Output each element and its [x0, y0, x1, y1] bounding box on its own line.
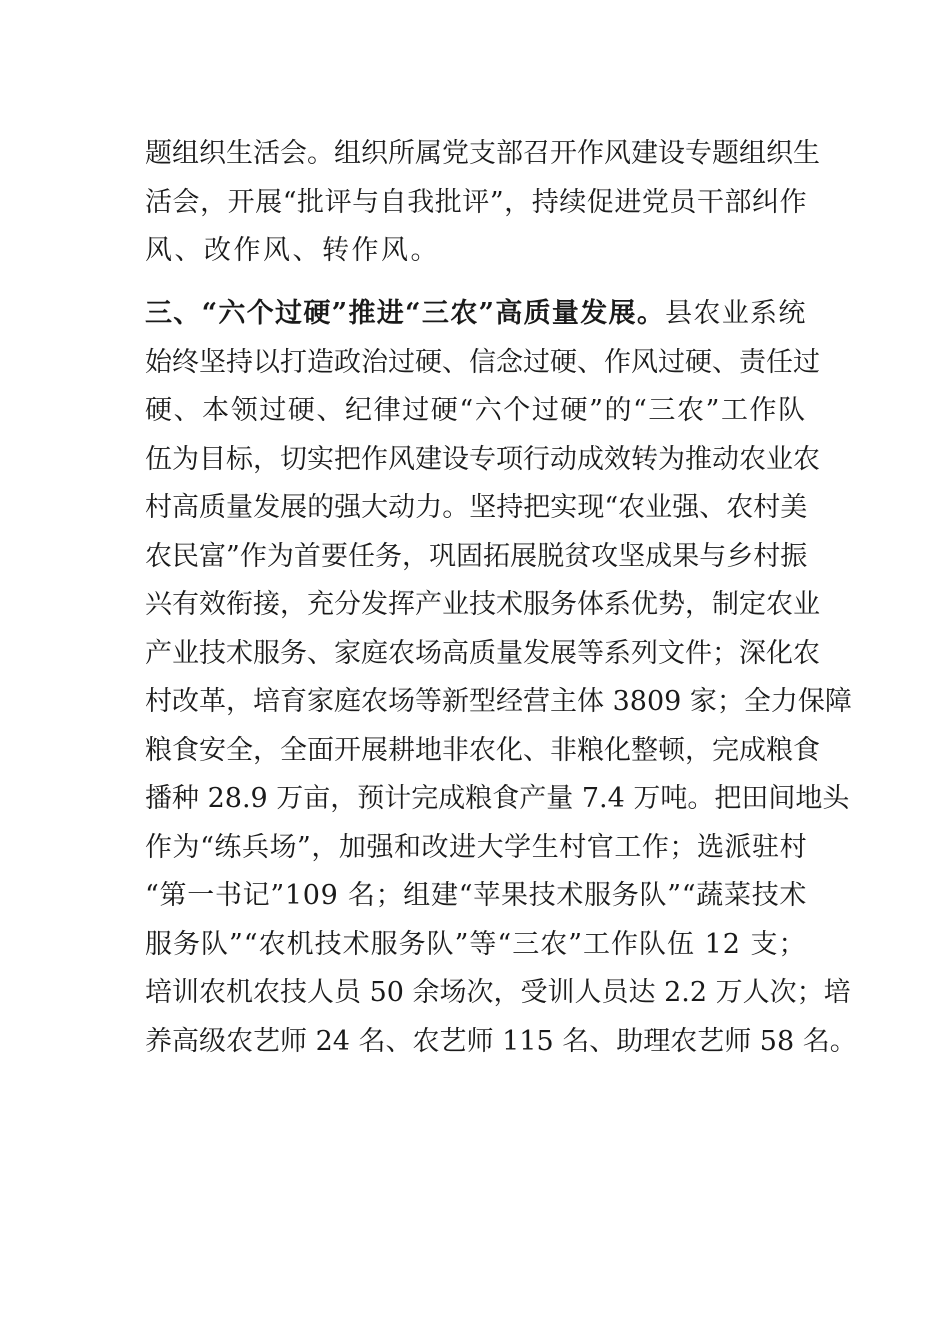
paragraph-section-three: [145, 290, 857, 1066]
text-line: 始终坚持以打造政治过硬、信念过硬、作风过硬、责任过: [145, 346, 820, 378]
text-line: 培训农机农技人员 50 余场次，受训人员达 2.2 万人次；培: [145, 977, 851, 1008]
text-line: 伍为目标，切实把作风建设专项行动成效转为推动农业农: [145, 443, 820, 475]
text-line: 养高级农艺师 24 名、农艺师 115 名、助理农艺师 58 名。: [145, 1025, 857, 1057]
text-line: 活会，开展“批评与自我批评”，持续促进党员干部纠作: [145, 186, 808, 218]
text-line: 播种 28.9 万亩，预计完成粮食产量 7.4 万吨。把田间地头: [145, 783, 850, 814]
text-line: 服务队”“农机技术服务队”等“三农”工作队伍 12 支；: [145, 928, 807, 960]
text-line: 村高质量发展的强大动力。坚持把实现“农业强、农村美: [145, 492, 808, 523]
text-line: 粮食安全，全面开展耕地非农化、非粮化整顿，完成粮食: [145, 734, 820, 766]
paragraph-continued: [145, 130, 820, 276]
text-line: 农民富”作为首要任务，巩固拓展脱贫攻坚成果与乡村振: [145, 540, 808, 572]
text-line: 产业技术服务、家庭农场高质量发展等系列文件；深化农: [145, 637, 820, 669]
text-line: 风、改作风、转作风。: [145, 235, 440, 266]
text-run: 县农业系统: [665, 298, 807, 329]
text-line: 村改革，培育家庭农场等新型经营主体 3809 家；全力保障: [145, 686, 852, 717]
text-line: 题组织生活会。组织所属党支部召开作风建设专题组织生: [145, 138, 820, 169]
text-line: 作为“练兵场”，加强和改进大学生村官工作；选派驻村: [145, 831, 808, 863]
text-line: [145, 290, 807, 339]
section-heading: 三、“六个过硬”推进“三农”高质量发展。: [145, 298, 666, 329]
text-line: 硬、本领过硬、纪律过硬“六个过硬”的“三农”工作队: [145, 395, 807, 426]
text-line: “第一书记”109 名；组建“苹果技术服务队”“蔬菜技术: [145, 880, 808, 911]
text-line: 兴有效衔接，充分发挥产业技术服务体系优势，制定农业: [145, 589, 820, 620]
